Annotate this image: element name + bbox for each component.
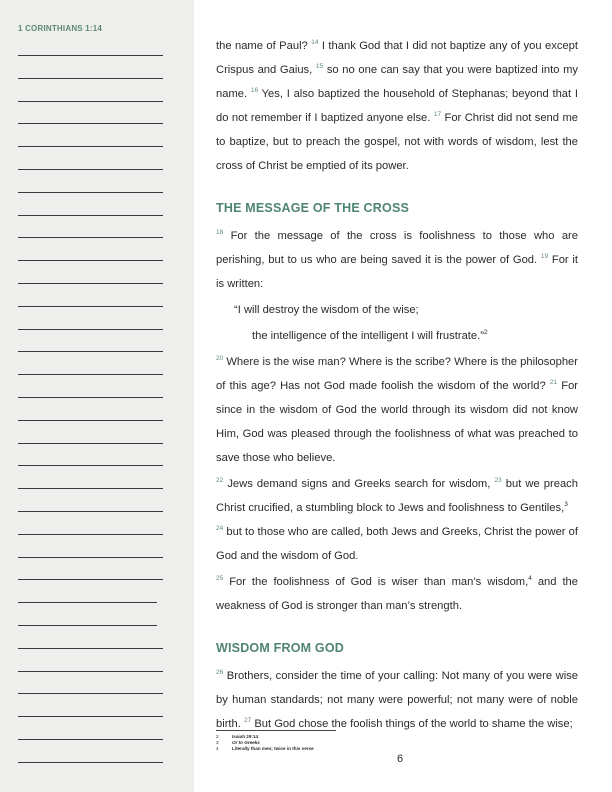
footnote: 2 Isaiah 29:14: [216, 734, 259, 739]
page-number: 6: [397, 753, 404, 765]
note-line: [18, 351, 163, 352]
note-line: [18, 465, 163, 466]
note-line: [18, 374, 163, 375]
note-line: [18, 716, 163, 717]
scripture-reference: 1 CORINTHIANS 1:14: [18, 24, 103, 33]
notes-sidebar: [0, 0, 194, 792]
quote-line-2: the intelligence of the intelligent I will frustrate.”$^2$: [252, 329, 488, 342]
note-line: [18, 762, 163, 763]
paragraph-v22-24: $^{22}$ Jews demand signs and Greeks search for wisdom, $^{23}$ but we preach Christ crucified, a stumbling block to Jews and foolishness to Gentiles,$^3$ $^{24}$ but to those who are called, both Jews and Greeks, Christ the power of God and the wisdom of God.: [216, 477, 578, 562]
note-line: [18, 534, 163, 535]
note-line: [18, 488, 163, 489]
section-heading-wisdom-from-god: WISDOM FROM GOD: [216, 641, 344, 655]
section-heading-message-of-the-cross: THE MESSAGE OF THE CROSS: [216, 201, 410, 215]
note-line: [18, 602, 157, 603]
footnote-ref: 2: [483, 329, 488, 336]
note-line: [18, 55, 163, 56]
paragraph-v20-21: $^{20}$ Where is the wise man? Where is the scribe? Where is the philosopher of this age? Has not God made foolish the wisdom of the world? $^{21}$ For since in the wisdom of God the world through its wisdom did not know Him, God was pleased through the foolishness of what was preached to save those who believe.: [216, 355, 579, 464]
paragraph-v14-17: the name of Paul? $^{14}$ I thank God that I did not baptize any of you except Crispus and Gaius, $^{15}$ so no one can say that you were baptized into my name. $^{16}$ Yes, I also baptized the household of Stephanas; beyond that I do not remember if I baptized anyone else. $^{17}$ For Christ did not send me to baptize, but to preach the gospel, not with words of wisdom, lest the cross of Christ be emptied of its power.: [216, 39, 579, 172]
note-line: [18, 123, 163, 124]
note-line: [18, 648, 163, 649]
note-line: [18, 215, 163, 216]
note-line: [18, 671, 163, 672]
paragraph-v26-27: $^{26}$ Brothers, consider the time of your calling: Not many of you were wise by human standards; not many were powerful; not many were of noble birth. $^{27}$ But God chose the foolish things of the world to shame the wise;: [216, 669, 578, 730]
note-line: [18, 192, 163, 193]
note-line: [18, 329, 163, 330]
note-line: [18, 169, 163, 170]
note-line: [18, 739, 163, 740]
note-line: [18, 78, 163, 79]
footnote: 3 Or to Greeks: [216, 740, 260, 746]
quote-line-1: “I will destroy the wisdom of the wise;: [234, 304, 419, 316]
note-line: [18, 443, 163, 444]
note-line: [18, 557, 163, 558]
paragraph-v25: $^{25}$ For the foolishness of God is wiser than man’s wisdom,$^4$ and the weakness of God is stronger than man’s strength.: [216, 575, 578, 612]
note-line: [18, 420, 163, 421]
note-line: [18, 283, 163, 284]
footnote: 4 Literally than men; twice in this verse: [216, 746, 314, 752]
note-line: [18, 306, 163, 307]
note-line: [18, 260, 163, 261]
note-line: [18, 625, 157, 626]
footnotes: [216, 730, 336, 753]
note-line: [18, 101, 163, 102]
scripture-text: [216, 34, 578, 738]
note-line: [18, 237, 163, 238]
footnote-ref: 4: [528, 575, 532, 582]
paragraph-v18-19: $^{18}$ For the message of the cross is foolishness to those who are perishing, but to us who are being saved it is the power of God. $^{19}$ For it is written:: [216, 229, 578, 290]
note-line: [18, 146, 163, 147]
note-line: [18, 397, 163, 398]
note-line: [18, 511, 163, 512]
note-line: [18, 693, 163, 694]
note-line: [18, 579, 163, 580]
footnote-ref: 3: [564, 501, 568, 508]
